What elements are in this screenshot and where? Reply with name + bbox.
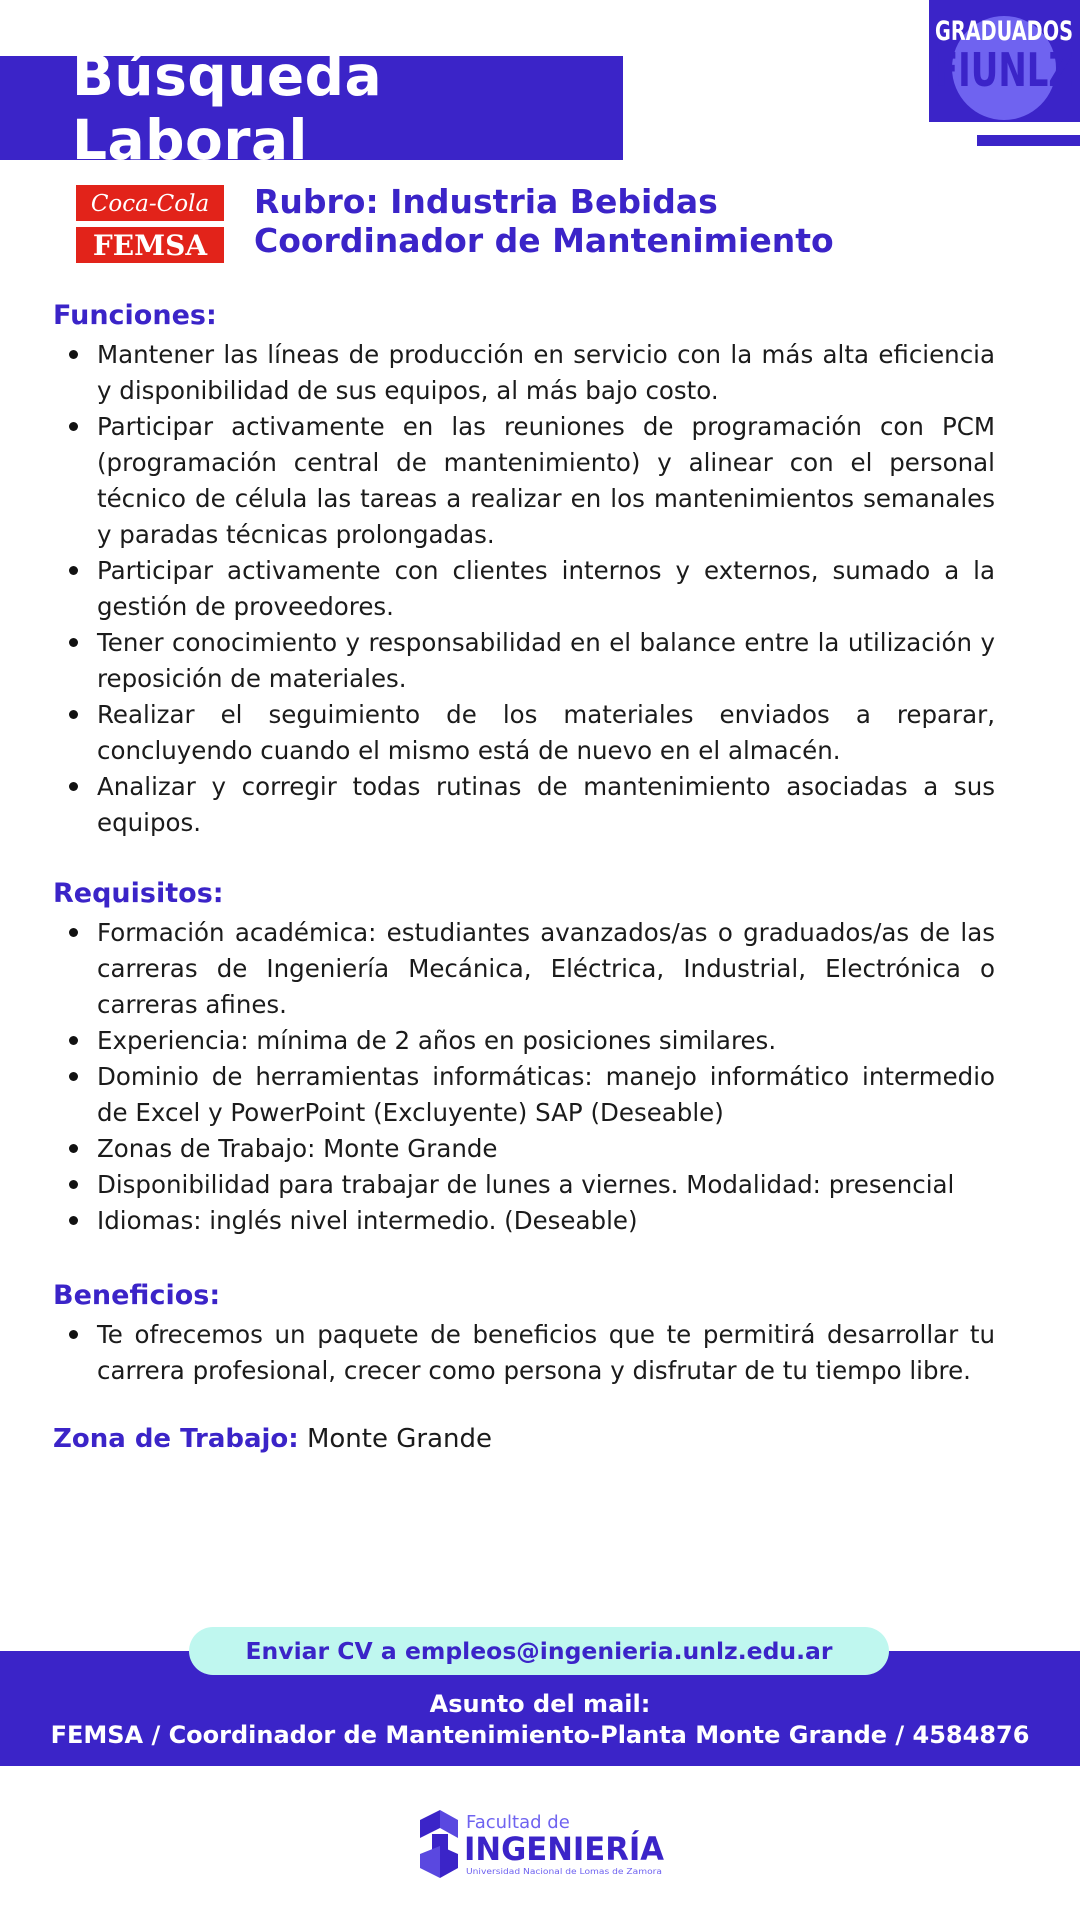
rubro-heading: Rubro: Industria Bebidas bbox=[254, 182, 718, 221]
graduados-fiunlz-logo bbox=[929, 0, 1080, 122]
bullet-icon bbox=[69, 1144, 78, 1153]
list-item-text: Idiomas: inglés nivel intermedio. (Deseable) bbox=[97, 1206, 638, 1235]
list-item-text: Zonas de Trabajo: Monte Grande bbox=[97, 1134, 498, 1163]
page-title: Búsqueda Laboral bbox=[0, 56, 623, 160]
badge-underline bbox=[977, 135, 1080, 146]
faculty-line3: Universidad Nacional de Lomas de Zamora bbox=[466, 1867, 663, 1876]
subject-label: Asunto del mail: bbox=[429, 1690, 651, 1718]
zona-label: Zona de Trabajo: bbox=[53, 1424, 299, 1454]
list-item-text: Experiencia: mínima de 2 años en posiciones similares. bbox=[97, 1026, 777, 1055]
bullet-icon bbox=[69, 710, 78, 719]
list-item bbox=[61, 553, 995, 625]
coca-cola-femsa-logo bbox=[76, 185, 226, 265]
list-item bbox=[61, 915, 995, 1023]
list-item-text: Participar activamente en las reuniones de programación con PCM (programación central de mantenimiento) y alinear con el personal técnico de célula las tareas a realizar en los mantenimientos semanales y paradas técnicas prolongadas. bbox=[97, 412, 995, 549]
list-item-text: Participar activamente con clientes internos y externos, sumado a la gestión de proveedores. bbox=[97, 556, 995, 621]
list-item bbox=[61, 769, 995, 841]
bullet-icon bbox=[69, 1216, 78, 1225]
logo-femsa-text: FEMSA bbox=[92, 229, 208, 262]
list-item-text: Formación académica: estudiantes avanzados/as o graduados/as de las carreras de Ingeniería Mecánica, Eléctrica, Industrial, Electrónica o carreras afines. bbox=[97, 918, 995, 1019]
bullet-icon bbox=[69, 1036, 78, 1045]
requisitos-list bbox=[61, 915, 995, 1239]
faculty-line1: Facultad de bbox=[466, 1812, 570, 1833]
badge-bottom-text: FIUNLZ bbox=[935, 43, 1073, 97]
ingenieria-emblem-icon bbox=[420, 1810, 458, 1878]
funciones-title: Funciones: bbox=[53, 300, 217, 331]
bullet-icon bbox=[69, 566, 78, 575]
list-item bbox=[61, 1203, 995, 1239]
bullet-icon bbox=[69, 928, 78, 937]
list-item bbox=[61, 1023, 995, 1059]
list-item bbox=[61, 337, 995, 409]
bullet-icon bbox=[69, 422, 78, 431]
list-item bbox=[61, 1131, 995, 1167]
list-item-text: Dominio de herramientas informáticas: manejo informático intermedio de Excel y PowerPoint (Excluyente) SAP (Deseable) bbox=[97, 1062, 995, 1127]
subject-value: FEMSA / Coordinador de Mantenimiento-Planta Monte Grande / 4584876 bbox=[50, 1721, 1030, 1749]
beneficios-title: Beneficios: bbox=[53, 1280, 221, 1311]
list-item bbox=[61, 409, 995, 553]
list-item-text: Realizar el seguimiento de los materiales enviados a reparar, concluyendo cuando el mismo está de nuevo en el almacén. bbox=[97, 700, 995, 765]
position-heading: Coordinador de Mantenimiento bbox=[254, 221, 834, 260]
zona-value: Monte Grande bbox=[306, 1424, 492, 1454]
list-item bbox=[61, 697, 995, 769]
beneficios-list bbox=[61, 1317, 995, 1389]
facultad-ingenieria-logo bbox=[418, 1808, 668, 1880]
list-item bbox=[61, 1317, 995, 1389]
list-item-text: Te ofrecemos un paquete de beneficios que te permitirá desarrollar tu carrera profesional, crecer como persona y disfrutar de tu tiempo libre. bbox=[97, 1320, 995, 1385]
faculty-line2: INGENIERÍA bbox=[464, 1830, 665, 1868]
list-item-text: Disponibilidad para trabajar de lunes a viernes. Modalidad: presencial bbox=[97, 1170, 955, 1199]
email-cv-link[interactable]: Enviar CV a empleos@ingenieria.unlz.edu.ar bbox=[189, 1627, 889, 1675]
bullet-icon bbox=[69, 1072, 78, 1081]
zona-de-trabajo bbox=[53, 1424, 492, 1454]
list-item-text: Mantener las líneas de producción en servicio con la más alta eficiencia y disponibilidad de sus equipos, al más bajo costo. bbox=[97, 340, 995, 405]
list-item-text: Analizar y corregir todas rutinas de mantenimiento asociadas a sus equipos. bbox=[97, 772, 995, 837]
list-item-text: Tener conocimiento y responsabilidad en el balance entre la utilización y reposición de materiales. bbox=[97, 628, 995, 693]
requisitos-title: Requisitos: bbox=[53, 878, 224, 909]
funciones-list bbox=[61, 337, 995, 841]
bullet-icon bbox=[69, 782, 78, 791]
list-item bbox=[61, 1059, 995, 1131]
list-item bbox=[61, 1167, 995, 1203]
bullet-icon bbox=[69, 1180, 78, 1189]
bullet-icon bbox=[69, 350, 78, 359]
logo-coca-cola-text: Coca-Cola bbox=[90, 191, 210, 217]
bullet-icon bbox=[69, 1330, 78, 1339]
bullet-icon bbox=[69, 638, 78, 647]
list-item bbox=[61, 625, 995, 697]
badge-top-text: GRADUADOS bbox=[935, 16, 1073, 47]
